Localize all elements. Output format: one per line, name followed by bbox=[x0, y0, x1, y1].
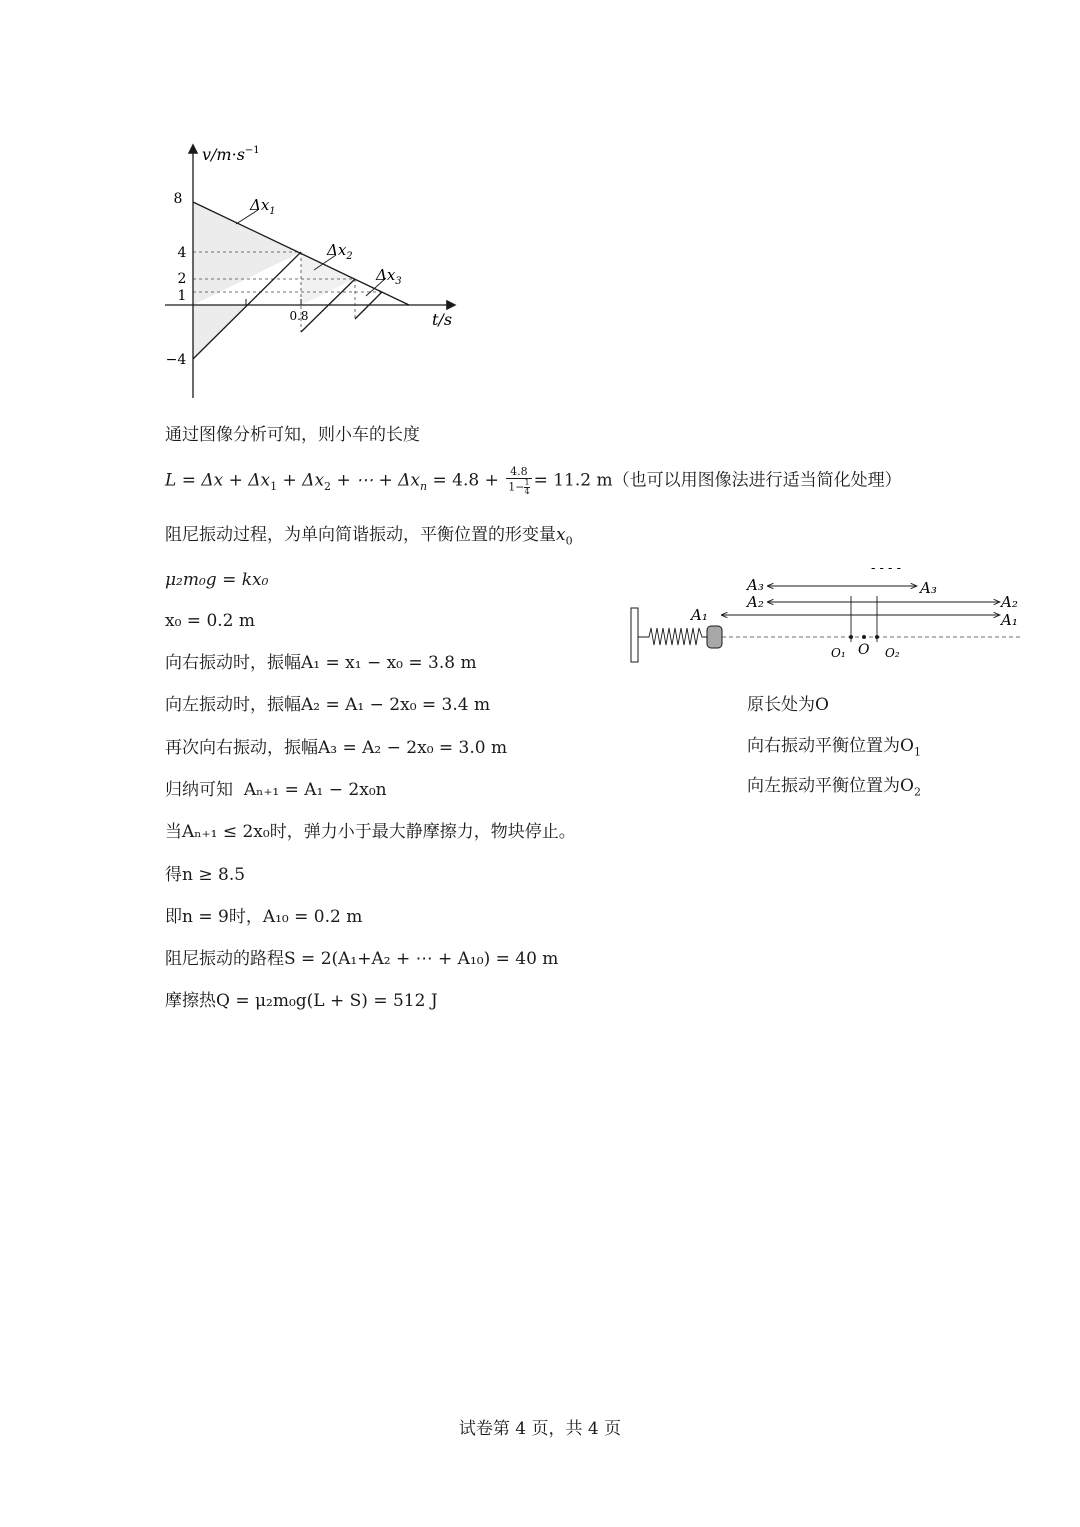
y-tick-2: 2 bbox=[177, 271, 187, 287]
annot-dx1: $\Delta x_1$ bbox=[250, 196, 276, 217]
text-line-12: 即n = 9时，A₁₀ = 0.2 m bbox=[165, 907, 363, 927]
vt-graph bbox=[160, 140, 470, 405]
text-line-13: 阻尼振动的路程S = 2(A₁+A₂ + ⋯ + A₁₀) = 40 m bbox=[165, 949, 559, 969]
text-line-3: 阻尼振动过程，为单向简谐振动，平衡位置的形变量$x_0$ bbox=[165, 525, 573, 548]
annot-dx2: $\Delta x_2$ bbox=[327, 241, 353, 262]
wall bbox=[631, 608, 638, 662]
annot-dx3: $\Delta x_3$ bbox=[376, 266, 402, 287]
label-O: O bbox=[858, 642, 870, 658]
label-A1-left: A₁ bbox=[691, 606, 708, 624]
text-line-1: 通过图像分析可知，则小车的长度 bbox=[165, 425, 420, 445]
text-line-8: 再次向右振动，振幅A₃ = A₂ − 2x₀ = 3.0 m bbox=[165, 738, 508, 758]
spring-diagram bbox=[625, 560, 1030, 670]
y-axis-label: $v/m\cdot s^{-1}$ bbox=[202, 145, 260, 164]
text-line-14: 摩擦热Q = μ₂m₀g(L + S) = 512 J bbox=[165, 991, 438, 1011]
text-line-10: 当Aₙ₊₁ ≤ 2x₀时，弹力小于最大静摩擦力，物块停止。 bbox=[165, 822, 576, 842]
x-axis-label: t/s bbox=[432, 310, 453, 329]
y-tick-8: 8 bbox=[173, 191, 183, 207]
y-tick-neg4: −4 bbox=[165, 352, 187, 368]
formula-length: $L = \Delta x + \Delta x_1 + \Delta x_2$ + ⋯ + $\Delta x_n = 4.8$ + 4.8 1− $\frac{1}{4}$ = 11.2 m（也可以用图像法进行适当简化处理） bbox=[165, 465, 902, 496]
text-line-6: 向右振动时，振幅A₁ = x₁ − x₀ = 3.8 m bbox=[165, 653, 477, 673]
label-A3-left: A₃ bbox=[747, 576, 764, 594]
x-tick-0.8: 0.8 bbox=[289, 309, 309, 323]
note-left-balance: 向左振动平衡位置为$O_2$ bbox=[747, 776, 921, 799]
label-A3-right: A₃ bbox=[920, 579, 937, 597]
note-right-balance: 向右振动平衡位置为$O_1$ bbox=[747, 736, 921, 759]
fraction: 4.8 1− $\frac{1}{4}$ bbox=[508, 465, 530, 496]
label-A1-right: A₁ bbox=[1001, 611, 1018, 629]
text-line-9: 归纳可知 Aₙ₊₁ = A₁ − 2x₀n bbox=[165, 780, 387, 800]
label-O1: O₁ bbox=[831, 646, 846, 660]
text-line-7: 向左振动时，振幅A₂ = A₁ − 2x₀ = 3.4 m bbox=[165, 695, 491, 715]
block bbox=[707, 626, 722, 648]
label-O2: O₂ bbox=[885, 646, 900, 660]
note-original-length: 原长处为O bbox=[747, 695, 829, 715]
spring bbox=[638, 628, 707, 645]
formula-x0: x₀ = 0.2 m bbox=[165, 611, 256, 631]
dash-label: - - - - bbox=[871, 561, 901, 576]
label-A2-left: A₂ bbox=[747, 593, 764, 611]
label-A2-right: A₂ bbox=[1001, 593, 1018, 611]
page-footer: 试卷第 4 页，共 4 页 bbox=[458, 1419, 622, 1439]
text-line-11: 得n ≥ 8.5 bbox=[165, 865, 246, 885]
formula-balance: μ₂m₀g = kx₀ bbox=[165, 570, 269, 590]
y-tick-4: 4 bbox=[177, 245, 187, 261]
y-tick-1: 1 bbox=[177, 288, 187, 304]
